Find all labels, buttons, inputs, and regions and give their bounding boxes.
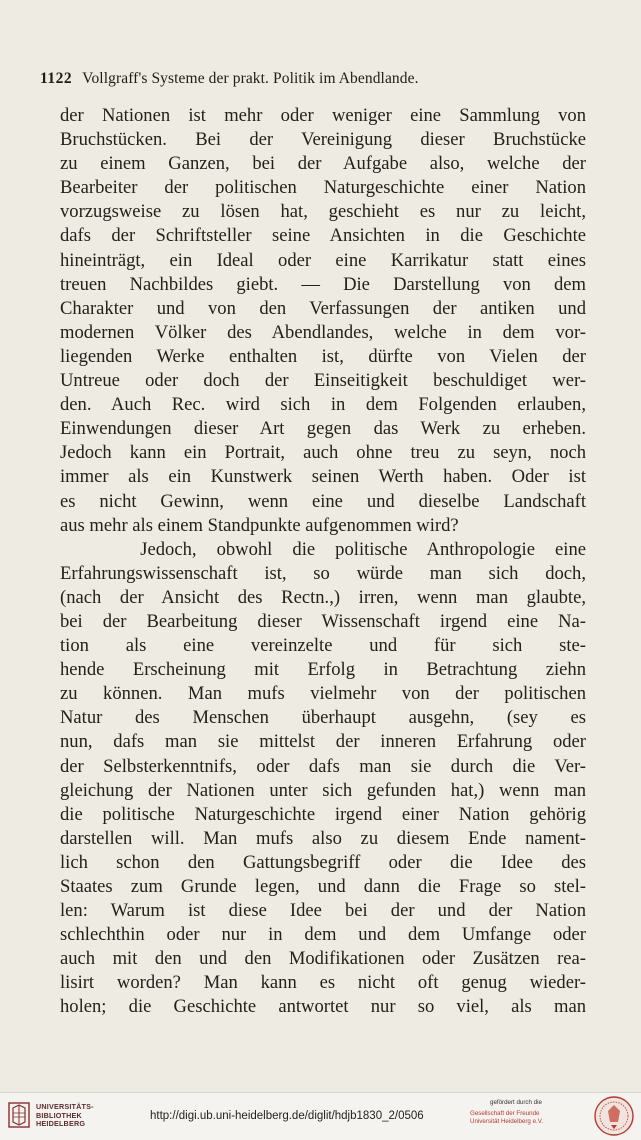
text-line: Bruchstücken. Bei der Vereinigung dieser Bruchstücke (60, 129, 586, 151)
text-line: Untreue oder doch der Einseitigkeit beschuldiget wer- (60, 370, 586, 392)
viewer-footer (0, 1092, 641, 1140)
text-line: der Selbsterkenntnifs, oder dafs man sie durch die Ver- (60, 755, 586, 777)
running-title: Vollgraff's Systeme der prakt. Politik im Abendlande. (82, 70, 419, 87)
sponsor-org-line: Gesellschaft der Freunde (470, 1110, 540, 1117)
text-line: len: Warum ist diese Idee bei der und der Nation (60, 900, 586, 922)
text-line: dafs der Schriftsteller seine Ansichten in die Geschichte (60, 225, 586, 247)
text-line: (nach der Ansicht des Rectn.,) irren, wenn man glaubte, (60, 586, 586, 608)
text-line: Staates zum Grunde legen, und dann die Frage so stel- (60, 876, 586, 897)
text-line: holen; die Geschichte antwortet nur so viel, als man (60, 996, 586, 1018)
text-line: schlechthin oder nur in dem und dem Umfange oder (60, 924, 586, 946)
text-line: Erfahrungswissenschaft ist, so würde man sich doch, (60, 562, 586, 584)
text-line: tion als eine vereinzelte und für sich ste- (60, 635, 586, 657)
text-line: der Nationen ist mehr oder weniger eine Sammlung von (60, 105, 586, 126)
text-line: liegenden Werke enthalten ist, dürfte von Vielen der (60, 345, 586, 367)
text-line: Jedoch, obwohl die politische Anthropologie eine (60, 538, 586, 560)
sponsor-lead: gefördert durch die (490, 1099, 542, 1106)
text-line: Jedoch kann ein Portrait, auch ohne treu zu seyn, noch (60, 442, 586, 464)
text-line: Bearbeiter der politischen Naturgeschichte einer Nation (60, 177, 586, 199)
text-line: treuen Nachbildes giebt. — Die Darstellung von dem (60, 273, 586, 295)
sponsor-credit (470, 1099, 580, 1126)
university-library-logo-icon (8, 1102, 30, 1128)
text-line: Natur des Menschen überhaupt ausgehn, (sey es (60, 707, 586, 729)
text-line: vorzugsweise zu lösen hat, geschieht es nur zu leicht, (60, 201, 586, 223)
text-line: zu können. Man mufs vielmehr von der politischen (60, 683, 586, 705)
page-number: 1122 (40, 70, 73, 87)
sponsor-org-line: Universität Heidelberg e.V. (470, 1118, 544, 1125)
text-line: modernen Völker des Abendlandes, welche in dem vor- (60, 321, 586, 343)
text-line: die politische Naturgeschichte irgend einer Nation gehörig (60, 803, 586, 825)
text-line: den. Auch Rec. wird sich in dem Folgenden erlauben, (60, 394, 586, 416)
text-line: immer als ein Kunstwerk seinen Werth haben. Oder ist (60, 466, 586, 488)
text-line: Charakter und von den Verfassungen der antiken und (60, 297, 586, 319)
text-line: darstellen will. Man mufs also zu diesem Ende nament- (60, 827, 586, 849)
text-line: hende Erscheinung mit Erfolg in Betrachtung ziehn (60, 659, 586, 681)
text-line: es nicht Gewinn, wenn eine und dieselbe Landschaft (60, 490, 586, 512)
running-head (40, 70, 600, 88)
text-line: bei der Bearbeitung dieser Wissenschaft irgend eine Na- (60, 610, 586, 632)
library-name: UNIVERSITÄTS- BIBLIOTHEK HEIDELBERG (36, 1102, 94, 1129)
text-line: auch mit den und den Modifikationen oder Zusätzen rea- (60, 948, 586, 970)
text-line: lich schon den Gattungsbegriff oder die Idee des (60, 851, 586, 873)
text-line: aus mehr als einem Standpunkte aufgenommen wird? (60, 514, 459, 536)
body-text (60, 104, 586, 1020)
text-line: lisirt worden? Man kann es nicht oft genug wieder- (60, 972, 586, 994)
text-line: zu einem Ganzen, bei der Aufgabe also, welche der (60, 153, 586, 175)
university-seal-icon (593, 1095, 635, 1137)
text-line: Einwendungen dieser Art gegen das Werk zu erheben. (60, 418, 586, 440)
text-line: gleichung der Nationen unter sich gefunden hat,) wenn man (60, 779, 586, 801)
permalink-url[interactable]: http://digi.ub.uni-heidelberg.de/diglit/hdjb1830_2/0506 (150, 1110, 424, 1122)
text-line: nun, dafs man sie mittelst der inneren Erfahrung oder (60, 731, 586, 753)
text-line: hineinträgt, ein Ideal oder eine Karrikatur statt eines (60, 249, 586, 271)
